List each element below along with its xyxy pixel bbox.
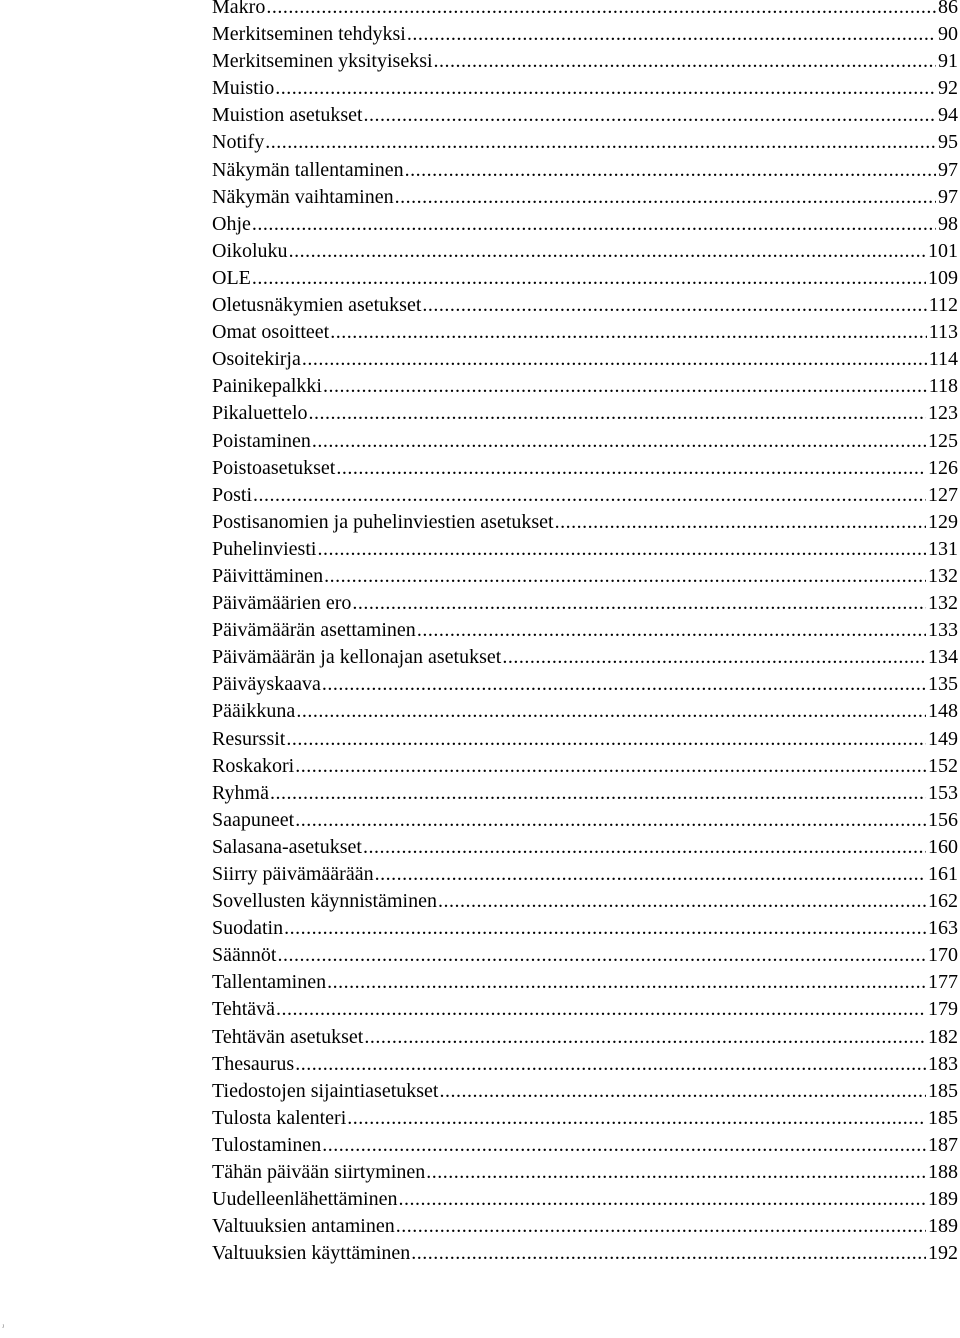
index-entry-page-number: 160 [928, 835, 958, 858]
index-entry-page-number: 149 [928, 727, 958, 750]
index-entry-title: Salasana-asetukset [212, 835, 362, 858]
index-entry-page-number: 192 [928, 1242, 958, 1265]
dot-leader [295, 807, 926, 834]
index-entry-title: Tiedostojen sijaintiasetukset [212, 1079, 439, 1102]
index-entry-page-number: 179 [928, 998, 958, 1021]
index-entry-title: Poistaminen [212, 429, 311, 452]
dot-leader [302, 346, 927, 373]
index-entry-title: Makro [212, 0, 266, 18]
dot-leader [407, 21, 936, 48]
index-entry-title: Säännöt [212, 944, 277, 967]
index-entry-title: Muistion asetukset [212, 104, 363, 127]
dot-leader [275, 75, 936, 102]
index-entry[interactable] [212, 400, 958, 427]
index-entry-title: Valtuuksien käyttäminen [212, 1242, 411, 1265]
index-entry-title: OLE [212, 266, 251, 289]
index-entry-page-number: 112 [928, 294, 958, 317]
index-entry-title: Ryhmä [212, 781, 269, 804]
index-entry[interactable] [212, 942, 958, 969]
index-entry-title: Merkitseminen yksityiseksi [212, 50, 433, 73]
index-entry-page-number: 161 [928, 863, 958, 885]
index-entry[interactable] [212, 21, 958, 48]
dot-leader [322, 1132, 926, 1159]
index-entry[interactable] [212, 915, 958, 942]
index-entry-page-number: 94 [938, 104, 958, 127]
dot-leader [252, 211, 936, 238]
dot-leader [352, 590, 926, 617]
index-entry-page-number: 97 [938, 185, 958, 208]
index-entry-title: Oikoluku [212, 239, 288, 262]
index-entry[interactable] [212, 238, 958, 265]
index-entry[interactable] [212, 780, 958, 807]
dot-leader [286, 726, 926, 753]
index-entry[interactable] [212, 75, 958, 102]
index-entry-page-number: 189 [928, 1188, 958, 1211]
index-entry-title: Posti [212, 483, 253, 506]
dot-leader [253, 482, 926, 509]
dot-leader [396, 1213, 926, 1240]
index-entry-title: Pääikkuna [212, 700, 296, 723]
dot-leader [405, 157, 936, 184]
index-entry[interactable] [212, 996, 958, 1023]
index-entry-page-number: 123 [928, 402, 958, 425]
index-entry[interactable] [212, 373, 958, 400]
dot-leader [295, 753, 926, 780]
index-entry-page-number: 188 [928, 1161, 958, 1184]
index-entry-page-number: 152 [928, 754, 958, 777]
index-entry-page-number: 162 [928, 890, 958, 913]
index-entry-title: Sovellusten käynnistäminen [212, 890, 437, 913]
index-entry-title: Painikepalkki [212, 375, 322, 398]
index-entry-page-number: 126 [928, 456, 958, 479]
index-entry[interactable] [212, 319, 958, 346]
index-entry-title: Päiväyskaava [212, 673, 321, 696]
index-entry-page-number: 153 [928, 781, 958, 804]
index-entry-title: Tulosta kalenteri [212, 1106, 347, 1129]
index-entry-page-number: 125 [928, 429, 958, 452]
index-entry-page-number: 183 [928, 1052, 958, 1075]
dot-leader [364, 102, 936, 129]
index-entry-page-number: 90 [938, 23, 958, 46]
index-entry-page-number: 132 [928, 564, 958, 587]
index-entry-page-number: 163 [928, 917, 958, 940]
index-entry[interactable] [212, 1159, 958, 1186]
dot-leader [270, 780, 926, 807]
dot-leader [312, 428, 926, 455]
index-entry-title: Päivämäärän ja kellonajan asetukset [212, 646, 502, 669]
index-entry-title: Puhelinviesti [212, 537, 317, 560]
index-entry-title: Päivämäärän asettaminen [212, 619, 416, 642]
dot-leader [317, 536, 926, 563]
dot-leader [364, 1024, 926, 1051]
index-entry-title: Päivämäärien ero [212, 592, 352, 615]
index-entry[interactable] [212, 1213, 958, 1240]
index-entry-page-number: 86 [938, 0, 958, 18]
dot-leader [439, 1078, 926, 1105]
index-entry-page-number: 148 [928, 700, 958, 723]
dot-leader [434, 48, 936, 75]
index-entry-page-number: 185 [928, 1079, 958, 1102]
dot-leader [309, 400, 926, 427]
index-entry-page-number: 189 [928, 1215, 958, 1238]
index-entry-title: Muistio [212, 77, 275, 100]
index-entry-page-number: 177 [928, 971, 958, 994]
dot-leader [438, 888, 926, 915]
index-entry[interactable] [212, 1051, 958, 1078]
index-entry-title: Oletusnäkymien asetukset [212, 294, 422, 317]
index-entry-title: Merkitseminen tehdyksi [212, 23, 406, 46]
dot-leader [417, 617, 926, 644]
index-entry-page-number: 129 [928, 510, 958, 533]
index-entry[interactable] [212, 617, 958, 644]
index-entry[interactable] [212, 753, 958, 780]
index-entry[interactable] [212, 1186, 958, 1213]
index-entry-page-number: 133 [928, 619, 958, 642]
index-entry-title: Uudelleenlähettäminen [212, 1188, 398, 1211]
index-entry-title: Näkymän tallentaminen [212, 158, 404, 181]
index-entry-page-number: 135 [928, 673, 958, 696]
dot-leader [295, 1051, 926, 1078]
index-entry[interactable] [212, 644, 958, 671]
index-entry-title: Suodatin [212, 917, 284, 940]
index-entry[interactable] [212, 0, 958, 21]
index-list [212, 0, 958, 1267]
index-entry-page-number: 118 [928, 375, 958, 398]
dot-leader [330, 319, 927, 346]
corner-mark: ʴ [2, 1322, 5, 1333]
index-entry[interactable] [212, 726, 958, 753]
index-entry[interactable] [212, 48, 958, 75]
index-entry-title: Saapuneet [212, 808, 295, 831]
index-entry[interactable] [212, 1105, 958, 1132]
dot-leader [395, 184, 936, 211]
index-entry[interactable] [212, 834, 958, 861]
index-entry[interactable] [212, 807, 958, 834]
index-entry[interactable] [212, 590, 958, 617]
dot-leader [276, 996, 926, 1023]
dot-leader [411, 1240, 926, 1267]
index-entry[interactable] [212, 346, 958, 373]
index-entry-title: Pikaluettelo [212, 402, 308, 425]
dot-leader [296, 698, 926, 725]
index-entry-title: Tulostaminen [212, 1133, 322, 1156]
index-entry[interactable] [212, 1078, 958, 1105]
index-entry[interactable] [212, 1132, 958, 1159]
index-entry[interactable] [212, 184, 958, 211]
index-entry[interactable] [212, 536, 958, 563]
index-entry-title: Roskakori [212, 754, 295, 777]
dot-leader [555, 509, 926, 536]
dot-leader [327, 969, 926, 996]
index-entry[interactable] [212, 129, 958, 156]
index-entry-page-number: 187 [928, 1133, 958, 1156]
index-entry-title: Näkymän vaihtaminen [212, 185, 394, 208]
index-entry-title: Poistoasetukset [212, 456, 336, 479]
index-entry[interactable] [212, 482, 958, 509]
index-entry-title: Omat osoitteet [212, 321, 330, 344]
index-entry-title: Resurssit [212, 727, 286, 750]
index-entry[interactable] [212, 292, 958, 319]
index-entry-title: Tehtävä [212, 998, 276, 1021]
index-entry-page-number: 92 [938, 77, 958, 100]
index-entry-page-number: 113 [928, 321, 958, 344]
dot-leader [289, 238, 926, 265]
dot-leader [265, 129, 936, 156]
dot-leader [375, 861, 926, 888]
index-entry-title: Postisanomien ja puhelinviestien asetukset [212, 510, 554, 533]
index-entry-page-number: 114 [928, 348, 958, 371]
index-entry[interactable] [212, 563, 958, 590]
dot-leader [277, 942, 926, 969]
dot-leader [252, 265, 926, 292]
index-entry[interactable] [212, 969, 958, 996]
index-entry-page-number: 98 [938, 212, 958, 235]
dot-leader [336, 455, 926, 482]
index-entry[interactable] [212, 211, 958, 238]
index-entry-title: Siirry päivämäärään [212, 863, 374, 885]
dot-leader [422, 292, 926, 319]
index-entry-title: Osoitekirja [212, 348, 301, 371]
index-entry-page-number: 127 [928, 483, 958, 506]
dot-leader [266, 0, 936, 21]
index-entry-page-number: 97 [938, 158, 958, 181]
index-entry[interactable] [212, 1240, 958, 1267]
index-entry-title: Tähän päivään siirtyminen [212, 1161, 426, 1184]
index-entry-title: Thesaurus [212, 1052, 295, 1075]
index-entry[interactable] [212, 888, 958, 915]
index-entry[interactable] [212, 1024, 958, 1051]
index-entry-title: Tallentaminen [212, 971, 327, 994]
index-entry-page-number: 156 [928, 808, 958, 831]
index-entry-title: Ohje [212, 212, 251, 235]
index-entry-page-number: 95 [938, 131, 958, 154]
dot-leader [323, 373, 927, 400]
dot-leader [347, 1105, 926, 1132]
index-entry-page-number: 182 [928, 1025, 958, 1048]
dot-leader [363, 834, 926, 861]
index-entry[interactable] [212, 265, 958, 292]
index-entry-title: Notify [212, 131, 265, 154]
index-entry[interactable] [212, 671, 958, 698]
index-entry-page-number: 109 [928, 266, 958, 289]
dot-leader [398, 1186, 926, 1213]
index-entry[interactable] [212, 157, 958, 184]
dot-leader [502, 644, 926, 671]
index-entry[interactable] [212, 102, 958, 129]
index-entry-page-number: 132 [928, 592, 958, 615]
index-entry-page-number: 91 [938, 50, 958, 73]
index-entry[interactable] [212, 861, 958, 888]
dot-leader [324, 563, 926, 590]
index-entry-title: Tehtävän asetukset [212, 1025, 364, 1048]
index-entry-page-number: 134 [928, 646, 958, 669]
index-entry-title: Valtuuksien antaminen [212, 1215, 395, 1238]
index-entry-title: Päivittäminen [212, 564, 324, 587]
index-entry[interactable] [212, 455, 958, 482]
dot-leader [284, 915, 926, 942]
index-entry-page-number: 170 [928, 944, 958, 967]
index-entry[interactable] [212, 428, 958, 455]
index-entry-page-number: 101 [928, 239, 958, 262]
index-entry-page-number: 131 [928, 537, 958, 560]
index-entry[interactable] [212, 509, 958, 536]
index-entry[interactable] [212, 698, 958, 725]
dot-leader [426, 1159, 926, 1186]
index-entry-page-number: 185 [928, 1106, 958, 1129]
dot-leader [322, 671, 926, 698]
